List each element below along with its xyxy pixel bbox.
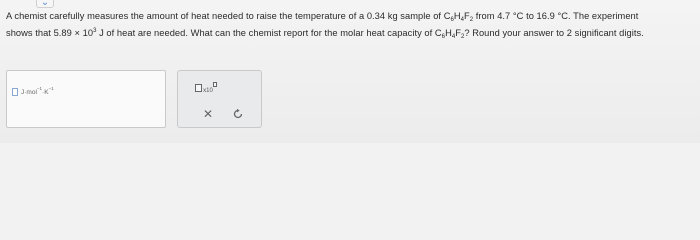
collapse-toggle[interactable] bbox=[36, 0, 54, 8]
answer-input[interactable] bbox=[12, 88, 18, 96]
question-line-2: shows that $5.89 \times 10^3$ J of heat are needed. What can the chemist report for the molar heat capacity of $C_6H_4F_2$? Round your answer to 2 significant digits. bbox=[6, 28, 644, 40]
scientific-notation-button[interactable] bbox=[192, 80, 220, 96]
chevron-down-icon: ⌄ bbox=[40, 0, 50, 8]
answer-box bbox=[6, 70, 166, 128]
question-line-1: A chemist carefully measures the amount of heat needed to raise the temperature of a 0.34 kg sample of $C_6H_4F_2$ from 4.7 °C to 16.9 °C. The experiment bbox=[6, 11, 639, 23]
answer-input-row bbox=[12, 85, 54, 96]
undo-button[interactable] bbox=[230, 106, 246, 122]
clear-button[interactable] bbox=[200, 106, 216, 122]
exponent-box-icon bbox=[213, 82, 217, 87]
answer-unit: $J\cdot mol^{-1}\cdot K^{-1}$ bbox=[21, 85, 54, 96]
base-box-icon bbox=[195, 84, 202, 92]
question-text bbox=[6, 8, 696, 42]
x10-label: x10 bbox=[203, 88, 213, 94]
tools-palette bbox=[177, 70, 262, 128]
close-icon: ✕ bbox=[202, 107, 214, 121]
undo-icon bbox=[232, 108, 244, 120]
